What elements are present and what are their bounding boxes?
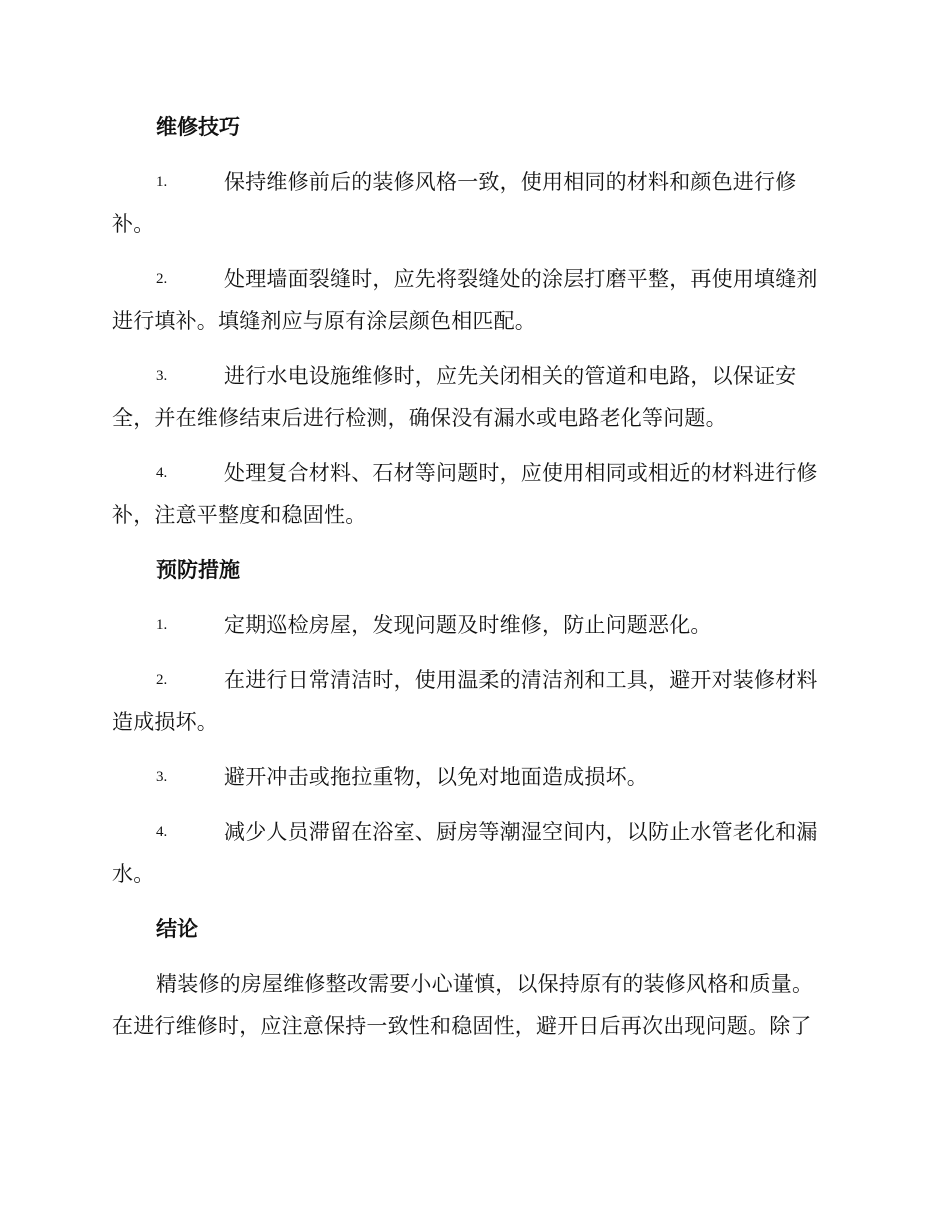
item-number: 2.	[156, 271, 168, 287]
item-number: 4.	[156, 465, 168, 481]
item-text: 进行水电设施维修时，应先关闭相关的管道和电路，以保证安	[224, 364, 797, 388]
item-text-continued: 进行填补。填缝剂应与原有涂层颜色相匹配。	[112, 309, 536, 333]
document-page	[112, 0, 834, 1230]
item-number: 3.	[156, 368, 168, 384]
item-text: 处理墙面裂缝时，应先将裂缝处的涂层打磨平整，再使用填缝剂	[224, 267, 818, 291]
item-text-continued: 补，注意平整度和稳固性。	[112, 503, 367, 527]
section-heading-conclusion: 结论	[156, 917, 198, 941]
section-heading-prevention: 预防措施	[156, 558, 240, 582]
item-number: 4.	[156, 824, 168, 840]
item-text-continued: 水。	[112, 862, 155, 886]
paragraph-text: 精装修的房屋维修整改需要小心谨慎，以保持原有的装修风格和质量。	[156, 972, 814, 996]
item-text-continued: 补。	[112, 212, 155, 236]
item-number: 3.	[156, 769, 168, 785]
item-number: 1.	[156, 617, 168, 633]
section-heading-techniques: 维修技巧	[156, 115, 240, 139]
paragraph-text-continued: 在进行维修时，应注意保持一致性和稳固性，避开日后再次出现问题。除了	[112, 1014, 812, 1038]
item-text: 处理复合材料、石材等问题时，应使用相同或相近的材料进行修	[224, 461, 818, 485]
item-text: 保持维修前后的装修风格一致，使用相同的材料和颜色进行修	[224, 170, 797, 194]
item-number: 2.	[156, 672, 168, 688]
item-text-continued: 造成损坏。	[112, 710, 218, 734]
item-text: 定期巡检房屋，发现问题及时维修，防止问题恶化。	[224, 613, 712, 637]
item-text: 在进行日常清洁时，使用温柔的清洁剂和工具，避开对装修材料	[224, 668, 818, 692]
item-text: 避开冲击或拖拉重物，以免对地面造成损坏。	[224, 765, 648, 789]
item-text: 减少人员滞留在浴室、厨房等潮湿空间内，以防止水管老化和漏	[224, 820, 818, 844]
item-text-continued: 全，并在维修结束后进行检测，确保没有漏水或电路老化等问题。	[112, 406, 727, 430]
item-number: 1.	[156, 174, 168, 190]
